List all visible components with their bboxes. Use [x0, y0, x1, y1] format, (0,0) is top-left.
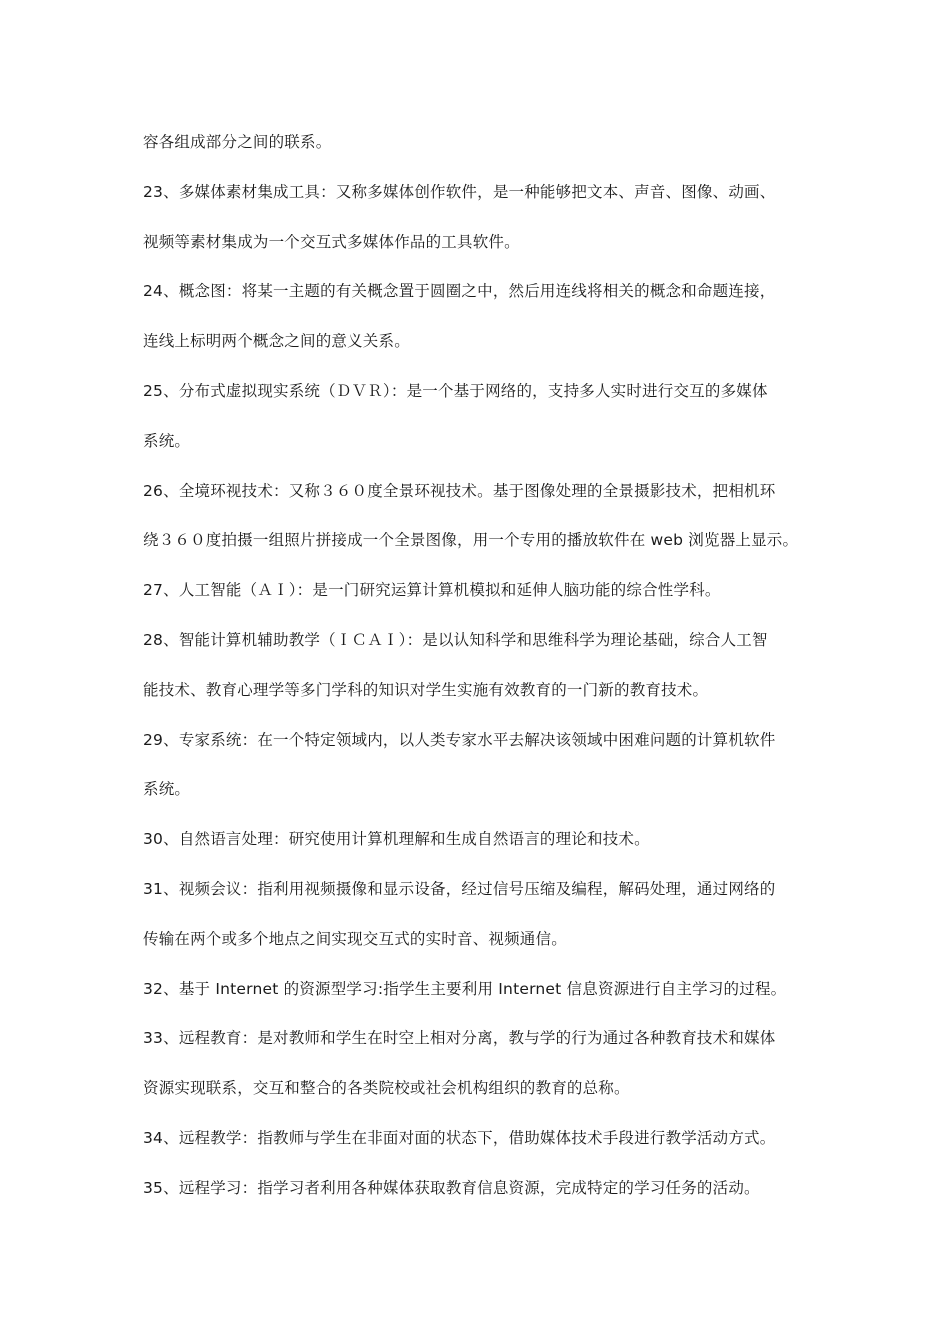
text-line: 24、概念图：将某一主题的有关概念置于圆圈之中，然后用连线将相关的概念和命题连接， — [143, 282, 776, 301]
text-line: 传输在两个或多个地点之间实现交互式的实时音、视频通信。 — [143, 929, 567, 948]
text-line: 系统。 — [143, 431, 191, 450]
text-line: 33、远程教育：是对教师和学生在时空上相对分离，教与学的行为通过各种教育技术和媒体 — [143, 1029, 776, 1048]
text-line: 32、基于 Internet 的资源型学习:指学生主要利用 Internet 信息资源进行自主学习的过程。 — [143, 979, 787, 998]
text-line: 连线上标明两个概念之间的意义关系。 — [143, 332, 410, 351]
text-line: 23、多媒体素材集成工具：又称多媒体创作软件，是一种能够把文本、声音、图像、动画、 — [143, 182, 776, 201]
text-line: 资源实现联系，交互和整合的各类院校或社会机构组织的教育的总称。 — [143, 1079, 630, 1098]
text-line: 25、分布式虚拟现实系统（ＤＶＲ）：是一个基于网络的，支持多人实时进行交互的多媒体 — [143, 381, 768, 400]
text-line: 视频等素材集成为一个交互式多媒体作品的工具软件。 — [143, 232, 520, 251]
text-line: 能技术、教育心理学等多门学科的知识对学生实施有效教育的一门新的教育技术。 — [143, 680, 709, 699]
text-line: 28、智能计算机辅助教学（ＩＣＡＩ）：是以认知科学和思维科学为理论基础，综合人工智 — [143, 630, 768, 649]
text-line: 容各组成部分之间的联系。 — [143, 133, 332, 151]
text-line: 27、人工智能（ＡＩ）：是一门研究运算计算机模拟和延伸人脑功能的综合性学科。 — [143, 581, 721, 600]
text-line: 系统。 — [143, 780, 191, 799]
text-line: 29、专家系统：在一个特定领域内，以人类专家水平去解决该领域中困难问题的计算机软件 — [143, 730, 776, 749]
text-line: 35、远程学习：指学习者利用各种媒体获取教育信息资源，完成特定的学习任务的活动。 — [143, 1178, 760, 1197]
text-line: 30、自然语言处理：研究使用计算机理解和生成自然语言的理论和技术。 — [143, 830, 650, 849]
text-line: 31、视频会议：指利用视频摄像和显示设备，经过信号压缩及编程，解码处理，通过网络的 — [143, 879, 776, 898]
body-text — [143, 128, 823, 1224]
text-line: 26、全境环视技术：又称３６０度全景环视技术。基于图像处理的全景摄影技术，把相机环 — [143, 481, 776, 500]
text-line: 绕３６０度拍摄一组照片拼接成一个全景图像，用一个专用的播放软件在 web 浏览器上显示。 — [143, 531, 799, 550]
text-line: 34、远程教学：指教师与学生在非面对面的状态下，借助媒体技术手段进行教学活动方式。 — [143, 1128, 776, 1147]
